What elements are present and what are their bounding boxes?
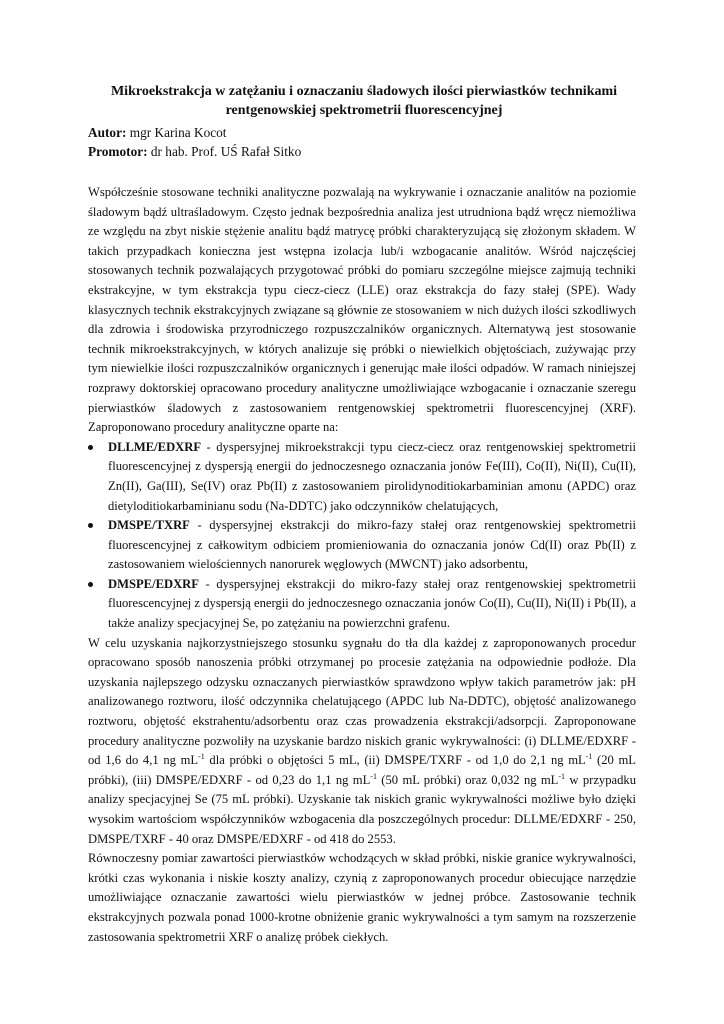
procedure-description: - dyspersyjnej ekstrakcji do mikro-fazy stałej oraz rentgenowskiej spektrometrii fluorescencyjnej z dyspersją energii do jednoczesnego oznaczania jonów Co(II), Cu(II), Ni(II) i Pb(II), a także analizy specjacyjnej Se, po zatężaniu na powierzchni grafenu. [108,576,636,631]
results-text: dla próbki o objętości 5 mL, (ii) DMSPE/TXRF - od 1,0 do 2,1 ng mL [204,753,586,768]
promotor-line [88,143,301,161]
unit-exponent: -1 [558,771,566,781]
promotor-name: dr hab. Prof. UŚ Rafał Sitko [147,144,302,159]
results-text: w przypadku analizy specjacyjnej Se (75 mL próbki). Uzyskanie tak niskich granic wykrywalności możliwe było dzięki wysokim wartościom współczynników wzbogacenia dla poszczególnych procedur: DLLME/EDXRF - 250, DMSPE/TXRF - 40 oraz DMSPE/EDXRF - od 418 do 2553. [88,772,636,846]
procedure-term: DMSPE/TXRF [108,518,190,533]
promotor-label: Promotor: [88,144,148,159]
bullet-icon [88,582,93,587]
author-line [88,124,226,142]
procedure-description: - dyspersyjnej mikroekstrakcji typu ciecz-ciecz oraz rentgenowskiej spektrometrii fluorescencyjnej z dyspersją energii do jednoczesnego oznaczania jonów Fe(III), Co(II), Ni(II), Cu(II), Zn(II), Ga(III), Se(IV) oraz Pb(II) z zastosowaniem pirolidynoditiokarbaminian amonu (APDC) oraz dietyloditiokarbaminianu sodu (Na-DDTC) jako odczynników chelatujących, [108,439,636,513]
document-body [88,183,636,947]
document-title: Mikroekstrakcja w zatężaniu i oznaczaniu śladowych ilości pierwiastków technikami rentgenowskiej spektrometrii fluorescencyjnej [110,84,618,118]
results-text: W celu uzyskania najkorzystniejszego stosunku sygnału do tła dla każdej z zaproponowanych procedur opracowano sposób nanoszenia próbki otrzymanej po procesie zatężania na odpowiednie podłoże. Dla uzyskania najlepszego odzysku oznaczanych pierwiastków sprawdzono wpływ takich parametrów jak: pH analizowanego roztworu, ilość odczynnika chelatującego (APDC lub Na-DDTC), objętość analizowanego roztworu, objętość ekstrahentu/adsorbentu oraz czas prowadzenia ekstrakcji/adsorpcji. Zaproponowane procedury analityczne pozwoliły na uzyskanie bardzo niskich granic wykrywalności: (i) DLLME/EDXRF - od 1,6 do 4,1 ng mL [88,635,636,768]
procedure-description: - dyspersyjnej ekstrakcji do mikro-fazy stałej oraz rentgenowskiej spektrometrii fluorescencyjnej z całkowitym odbiciem promieniowania do oznaczania jonów Cd(II) oraz Pb(II) z zastosowaniem wielościennych nanorurek węglowych (MWCNT) jako adsorbentu, [108,518,636,572]
author-name: mgr Karina Kocot [126,125,227,140]
list-item [88,575,636,634]
results-text: (20 mL próbki), (iii) DMSPE/EDXRF - od 0,23 do 1,1 ng mL [88,753,636,787]
results-text: (50 mL próbki) oraz 0,032 ng mL [376,772,559,787]
procedure-list [88,438,636,634]
unit-exponent: -1 [370,771,377,781]
unit-exponent: -1 [585,752,593,762]
procedure-term: DMSPE/EDXRF [108,576,199,591]
unit-exponent: -1 [198,752,205,762]
bullet-icon [88,523,93,528]
author-label: Autor: [88,125,127,140]
procedure-term: DLLME/EDXRF [108,439,202,454]
list-item [88,438,636,516]
results-paragraph [88,634,636,850]
intro-paragraph: Współcześnie stosowane techniki analityczne pozwalają na wykrywanie i oznaczanie analitów na poziomie śladowym bądź ultraśladowym. Często jednak bezpośrednia analiza jest utrudniona bądź wręcz niemożliwa ze względu na zbyt niskie stężenie analitu bądź matrycę próbki charakteryzującą się złożonym składem. W takich przypadkach konieczna jest wstępna izolacja lub/i wzbogacanie analitów. Wśród najczęściej stosowanych technik pozwalających przygotować próbki do pomiaru szczególne miejsce zajmują techniki ekstrakcyjne, w tym ekstrakcja typu ciecz-ciecz (LLE) oraz ekstrakcja do fazy stałej (SPE). Wady klasycznych technik ekstrakcyjnych związane są głównie ze stosowaniem w nich dużych ilości szkodliwych dla zdrowia i środowiska przyrodniczego rozpuszczalników organicznych. Alternatywą jest stosowanie technik mikroekstrakcyjnych, w których analizuje się próbki o niewielkich objętościach, zużywając przy tym niewielkie ilości rozpuszczalników organicznych i generując małe ilości odpadów. W ramach niniejszej rozprawy doktorskiej opracowano procedury analityczne umożliwiające wzbogacanie i oznaczanie szeregu pierwiastków śladowych z zastosowaniem rentgenowskiej spektrometrii fluorescencyjnej (XRF). Zaproponowano procedury analityczne oparte na: [88,185,636,435]
list-item [88,516,636,575]
conclusion-paragraph: Równoczesny pomiar zawartości pierwiastków wchodzących w skład próbki, niskie granice wykrywalności, krótki czas wykonania i niskie koszty analizy, czynią z zaproponowanych procedur obiecujące narzędzie umożliwiające oznaczanie zawartości wielu pierwiastków w jednej próbce. Zastosowanie technik ekstrakcyjnych pozwala ponad 1000-krotne obniżenie granic wykrywalności a tym samym na rozszerzenie zastosowania spektrometrii XRF o analizę próbek ciekłych. [88,851,636,944]
bullet-icon [88,445,93,450]
